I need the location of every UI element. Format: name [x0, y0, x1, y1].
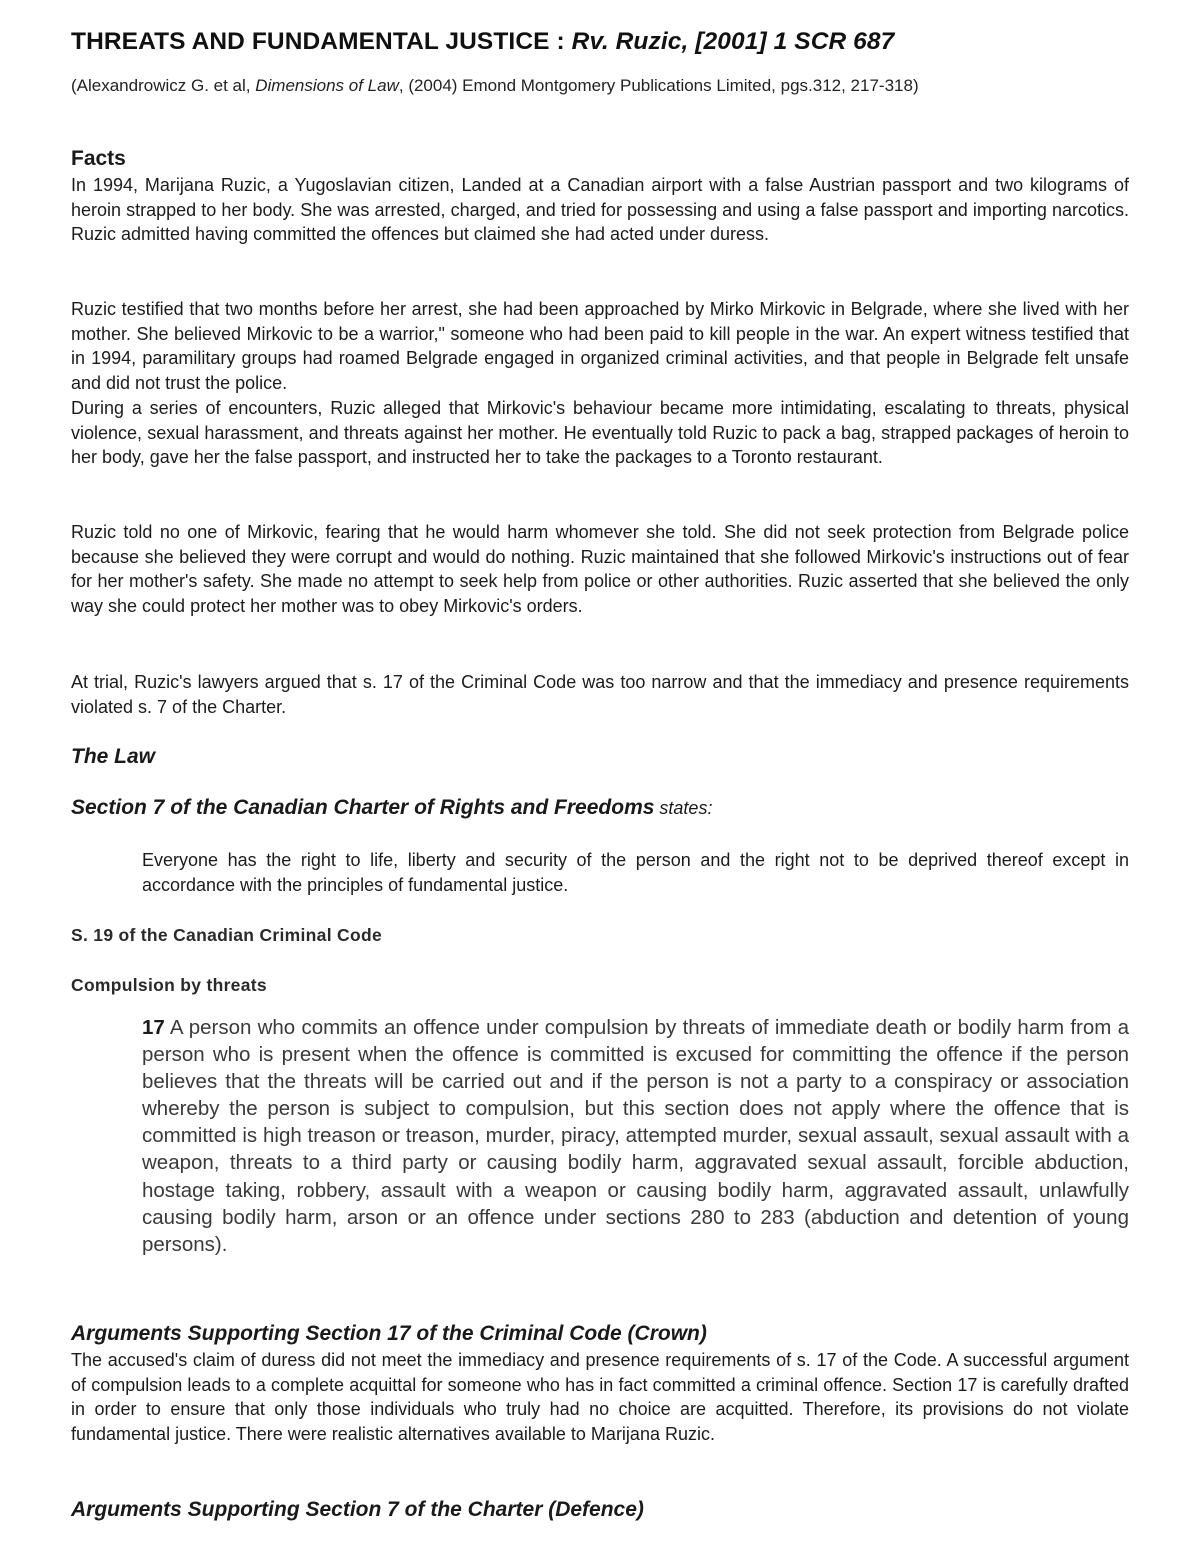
source-prefix: (Alexandrowicz G. et al, — [71, 76, 256, 95]
facts-paragraph-2: Ruzic testified that two months before her arrest, she had been approached by Mirko Mirkovic in Belgrade, where she lived with her mother. She believed Mirkovic to be a warrior," someone who had been paid to kill people in the war. An expert witness testified that in 1994, paramilitary groups had roamed Belgrade engaged in organized criminal activities, and that people in Belgrade felt unsafe and did not trust the police. — [71, 299, 1129, 394]
facts-heading: Facts — [71, 147, 126, 170]
crown-arguments-text: The accused's claim of duress did not meet the immediacy and presence requirements of s. 17 of the Code. A successful argument of compulsion leads to a complete acquittal for someone who has in fact committed a criminal offence. Section 17 is carefully drafted in order to ensure that only those individuals who truly had no choice are acquitted. Therefore, its provisions do not violate fundamental justice. There were realistic alternatives available to Marijana Ruzic. — [71, 1350, 1129, 1445]
compulsion-heading: Compulsion by threats — [71, 975, 267, 995]
page-title — [71, 28, 894, 56]
charter-states: states: — [654, 798, 713, 818]
crown-arguments-heading: Arguments Supporting Section 17 of the Criminal Code (Crown) — [71, 1322, 707, 1345]
source-citation — [71, 76, 919, 96]
facts-paragraph-4: Ruzic told no one of Mirkovic, fearing that he would harm whomever she told. She did not seek protection from Belgrade police because she believed they were corrupt and would do nothing. Ruzic maintained that she followed Mirkovic's instructions out of fear for her mother's safety. She made no attempt to seek help from police or other authorities. Ruzic asserted that she believed the only way she could protect her mother was to obey Mirkovic's orders. — [71, 522, 1129, 617]
title-main: THREATS AND FUNDAMENTAL JUSTICE : — [71, 28, 572, 55]
defence-arguments-heading: Arguments Supporting Section 7 of the Charter (Defence) — [71, 1498, 644, 1521]
source-book-title: Dimensions of Law — [255, 76, 399, 95]
facts-paragraph-1: In 1994, Marijana Ruzic, a Yugoslavian citizen, Landed at a Canadian airport with a false Austrian passport and two kilograms of heroin strapped to her body. She was arrested, charged, and tried for possessing and using a false passport and importing narcotics. Ruzic admitted having committed the offences but claimed she had acted under duress. — [71, 175, 1129, 245]
charter-heading-text: Section 7 of the Canadian Charter of Rights and Freedoms — [71, 796, 655, 819]
charter-heading — [71, 796, 712, 820]
source-suffix: , (2004) Emond Montgomery Publications Limited, pgs.312, 217-318) — [398, 76, 919, 95]
section-body: A person who commits an offence under compulsion by threats of immediate death or bodily harm from a person who is present when the offence is committed is excused for committing the offence if the person believes that the threats will be carried out and if the person is not a party to a conspiracy or association whereby the person is subject to compulsion, but this section does not apply where the offence that is committed is high treason or treason, murder, piracy, attempted murder, sexual assault, sexual assault with a weapon, threats to a third party or causing bodily harm, aggravated sexual assault, forcible abduction, hostage taking, robbery, assault with a weapon or causing bodily harm, aggravated assault, unlawfully causing bodily harm, arson or an offence under sections 280 to 283 (abduction and detention of young persons). — [142, 1016, 1129, 1256]
section-17-text — [142, 1014, 1129, 1258]
case-citation: Rv. Ruzic, [2001] 1 SCR 687 — [571, 28, 895, 55]
criminal-code-heading: S. 19 of the Canadian Criminal Code — [71, 925, 382, 945]
section-number: 17 — [142, 1016, 165, 1039]
charter-quote: Everyone has the right to life, liberty and security of the person and the right not to be deprived thereof except in accordance with the principles of fundamental justice. — [142, 850, 1129, 895]
facts-paragraph-3: During a series of encounters, Ruzic alleged that Mirkovic's behaviour became more intimidating, escalating to threats, physical violence, sexual harassment, and threats against her mother. He eventually told Ruzic to pack a bag, strapped packages of heroin to her body, gave her the false passport, and instructed her to take the packages to a Toronto restaurant. — [71, 398, 1129, 468]
law-heading: The Law — [71, 745, 156, 768]
facts-paragraph-5: At trial, Ruzic's lawyers argued that s. 17 of the Criminal Code was too narrow and that the immediacy and presence requirements violated s. 7 of the Charter. — [71, 672, 1129, 717]
